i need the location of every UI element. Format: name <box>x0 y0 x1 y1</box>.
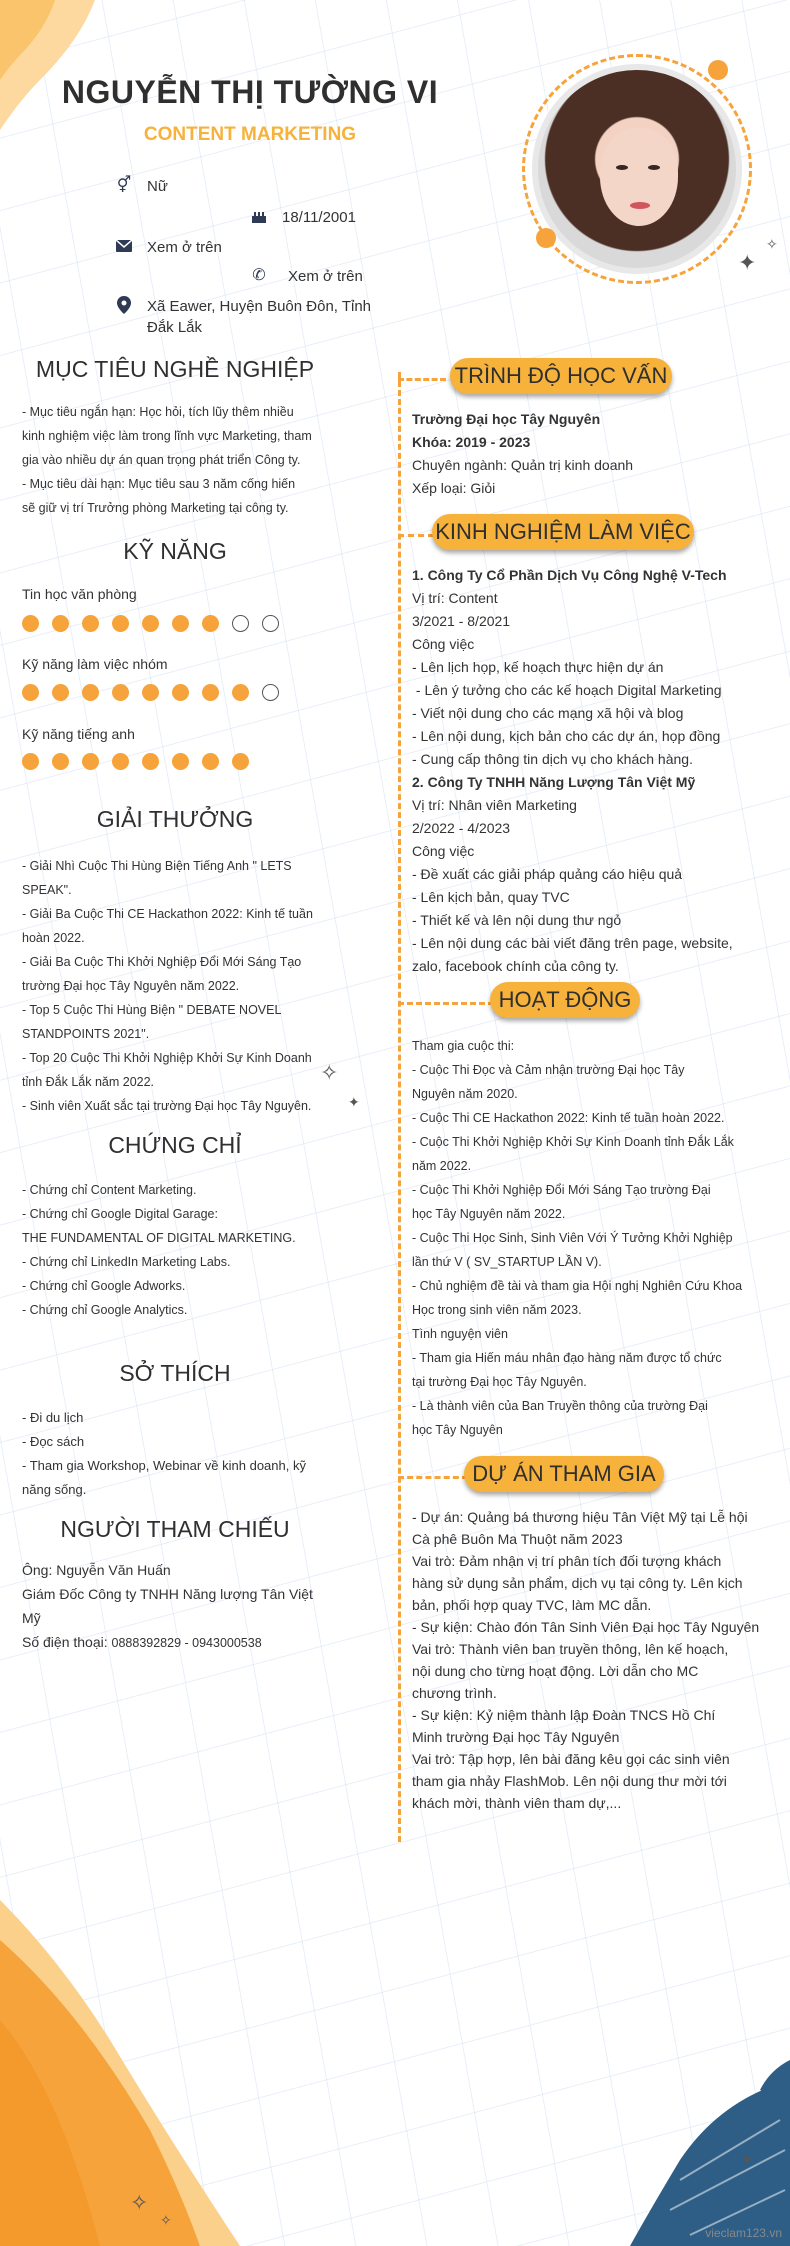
cake-icon <box>250 207 268 225</box>
skill-label: Kỹ năng tiếng anh <box>22 726 135 742</box>
sparkle-icon: ✧ <box>160 2212 172 2228</box>
skill-rating <box>22 753 249 770</box>
avatar-decoration-dot <box>536 228 556 248</box>
objective-title: MỤC TIÊU NGHỀ NGHIỆP <box>35 356 315 382</box>
skill-dot-filled <box>232 753 249 770</box>
skill-dot-filled <box>142 615 159 632</box>
envelope-icon <box>115 237 133 255</box>
skill-dot-filled <box>172 615 189 632</box>
candidate-name: NGUYỄN THỊ TƯỜNG VI <box>61 74 439 110</box>
education-text: Trường Đại học Tây Nguyên Khóa: 2019 - 2023 Chuyên ngành: Quản trị kinh doanh Xếp loại: Giỏi <box>412 411 634 496</box>
skill-dot-filled <box>22 753 39 770</box>
skill-label: Kỹ năng làm việc nhóm <box>22 656 168 672</box>
address-row <box>115 296 375 338</box>
timeline-connector <box>398 378 446 381</box>
corner-decoration-bottom-right <box>600 2060 790 2246</box>
timeline-connector <box>398 534 434 537</box>
sparkle-icon: ✧ <box>130 2190 149 2215</box>
gender-row <box>115 176 168 197</box>
skill-dot-filled <box>82 753 99 770</box>
education-title: TRÌNH ĐỘ HỌC VẤN <box>450 358 672 394</box>
sparkle-icon: ✦ <box>348 1094 360 1110</box>
birthday-row <box>250 207 356 228</box>
projects-text: - Dự án: Quảng bá thương hiệu Tân Việt Mỹ tại Lễ hội Cà phê Buôn Ma Thuột năm 2023 Vai trò: Đảm nhận vị trí phân tích đối tượng khách hàng sử dụng sản phẩm, dịch vụ tại công ty. Lên kịch bản, phối hợp quay TVC, làm MC dẫn. - Sự kiện: Chào đón Tân Sinh Viên Đại học Tây Nguyên Vai trò: Thành viên ban truyền thông, lên kế hoạch, nội dung cho từng hoạt động. Lời dẫn cho MC chương trình. - Sự kiện: Kỷ niệm thành lập Đoàn TNCS Hồ Chí Minh trường Đại học Tây Nguyên Vai trò: Tập hợp, lên bài đăng kêu gọi các sinh viên tham gia nhảy FlashMob. Lên nội dung thư mời tới khách mời, thành viên tham dự,... <box>412 1509 760 1811</box>
activities-text: Tham gia cuộc thi: - Cuộc Thi Đọc và Cảm nhận trường Đại học Tây Nguyên năm 2020. - Cuộc Thi CE Hackathon 2022: Kinh tế tuần hoàn 2022. - Cuộc Thi Khởi Nghiệp Khởi Sự Kinh Doanh tỉnh Đắk Lắk năm 2022. - Cuộc Thi Khởi Nghiệp Đổi Mới Sáng Tạo trường Đại học Tây Nguyên năm 2022. - Cuộc Thi Học Sinh, Sinh Viên Với Ý Tưởng Khởi Nghiệp lần thứ V ( SV_STARTUP LẦN V). - Chủ nghiệm đề tài và tham gia Hội nghị Nghiên Cứu Khoa Học trong sinh viên năm 2023. Tình nguyện viên - Tham gia Hiến máu nhân đạo hàng năm được tổ chức tại trường Đại học Tây Nguyên. - Là thành viên của Ban Truyền thông của trường Đại học Tây Nguyên <box>412 1039 743 1437</box>
candidate-role: CONTENT MARKETING <box>143 124 357 145</box>
watermark: vieclam123.vn <box>705 2226 782 2240</box>
activities-title: HOẠT ĐỘNG <box>490 982 640 1018</box>
experience-text: 1. Công Ty Cổ Phần Dịch Vụ Công Nghệ V-Tech Vị trí: Content 3/2021 - 8/2021 Công việc - Lên lịch họp, kế hoạch thực hiện dự án - Lên ý tưởng cho các kế hoạch Digital Marketing - Viết nội dung cho các mạng xã hội và blog - Lên nội dung, kịch bản cho các dự án, họp đồng - Cung cấp thông tin dịch vụ cho khách hàng. 2. Công Ty TNHH Năng Lượng Tân Việt Mỹ Vị trí: Nhân viên Marketing 2/2022 - 4/2023 Công việc - Đề xuất các giải pháp quảng cáo hiệu quả - Lên kịch bản, quay TVC - Thiết kế và lên nội dung thư ngỏ - Lên nội dung các bài viết đăng trên page, website, zalo, facebook chính của công ty. <box>412 567 733 974</box>
skill-dot-empty <box>262 684 279 701</box>
skill-dot-filled <box>142 684 159 701</box>
phone-value: Xem ở trên <box>288 268 363 285</box>
skill-dot-empty <box>232 615 249 632</box>
skill-dot-filled <box>172 753 189 770</box>
skill-dot-filled <box>202 753 219 770</box>
birthday-value: 18/11/2001 <box>282 209 356 226</box>
skill-dot-filled <box>112 615 129 632</box>
skill-dot-filled <box>22 684 39 701</box>
experience-title: KINH NGHIỆM LÀM VIỆC <box>432 514 694 550</box>
corner-decoration-top-left <box>0 0 120 140</box>
skill-dot-filled <box>52 684 69 701</box>
gender-value: Nữ <box>147 178 168 195</box>
skill-dot-filled <box>202 684 219 701</box>
skill-dot-filled <box>22 615 39 632</box>
skill-dot-filled <box>112 684 129 701</box>
skill-dot-filled <box>202 615 219 632</box>
awards-title: GIẢI THƯỞNG <box>96 806 254 832</box>
certificates-text: - Chứng chỉ Content Marketing. - Chứng chỉ Google Digital Garage: THE FUNDAMENTAL OF DIGITAL MARKETING. - Chứng chỉ LinkedIn Marketing Labs. - Chứng chỉ Google Adworks. - Chứng chỉ Google Analytics. <box>22 1183 296 1317</box>
skill-dot-filled <box>82 615 99 632</box>
skill-dot-filled <box>172 684 189 701</box>
skill-dot-filled <box>142 753 159 770</box>
skills-title: KỸ NĂNG <box>123 538 227 564</box>
sparkle-icon: ✧ <box>766 236 778 252</box>
reference-title: NGƯỜI THAM CHIẾU <box>60 1516 290 1542</box>
skill-label: Tin học văn phòng <box>22 586 137 602</box>
avatar <box>532 64 742 274</box>
email-row <box>115 237 222 258</box>
reference-text: Ông: Nguyễn Văn Huấn Giám Đốc Công ty TNHH Năng lượng Tân Việt Mỹ Số điện thoại: 0888392829 - 0943000538 <box>22 1562 313 1650</box>
skill-dot-filled <box>52 615 69 632</box>
phone-icon: ✆ <box>252 267 266 284</box>
phone-row <box>250 266 363 287</box>
timeline-line <box>398 372 401 1842</box>
sparkle-icon: ✦ <box>738 250 757 275</box>
skill-rating <box>22 684 279 701</box>
timeline-connector <box>398 1476 468 1479</box>
sparkle-icon: ✦ <box>740 2152 754 2169</box>
email-value: Xem ở trên <box>147 239 222 256</box>
gender-icon: ⚥ <box>116 177 132 194</box>
hobbies-text: - Đi du lịch - Đọc sách - Tham gia Workshop, Webinar về kinh doanh, kỹ năng sống. <box>22 1410 306 1497</box>
projects-title: DỰ ÁN THAM GIA <box>464 1456 664 1492</box>
skill-dot-filled <box>82 684 99 701</box>
skill-dot-filled <box>232 684 249 701</box>
hobbies-title: SỞ THÍCH <box>119 1360 231 1386</box>
skill-dot-filled <box>52 753 69 770</box>
objective-text: - Mục tiêu ngắn hạn: Học hỏi, tích lũy thêm nhiều kinh nghiệm việc làm trong lĩnh vực Marketing, tham gia vào nhiều dự án quan trọng phát triển Công ty. - Mục tiêu dài hạn: Mục tiêu sau 3 năm cống hiến sẽ giữ vị trí Trưởng phòng Marketing tại công ty. <box>22 405 312 515</box>
address-value: Xã Eawer, Huyện Buôn Đôn, Tỉnh Đắk Lắk <box>147 298 372 336</box>
skill-dot-filled <box>112 753 129 770</box>
sparkle-icon: ✧ <box>320 1060 339 1085</box>
map-pin-icon <box>115 296 133 314</box>
awards-text: - Giải Nhì Cuộc Thi Hùng Biện Tiếng Anh " LETS SPEAK". - Giải Ba Cuộc Thi CE Hackathon 2022: Kinh tế tuần hoàn 2022. - Giải Ba Cuộc Thi Khởi Nghiệp Đổi Mới Sáng Tạo trường Đại học Tây Nguyên năm 2022. - Top 5 Cuộc Thi Hùng Biện " DEBATE NOVEL STANDPOINTS 2021". - Top 20 Cuộc Thi Khởi Nghiệp Khởi Sự Kinh Doanh tỉnh Đắk Lắk năm 2022. - Sinh viên Xuất sắc tại trường Đại học Tây Nguyên. <box>22 859 313 1113</box>
certificates-title: CHỨNG CHỈ <box>108 1132 242 1158</box>
timeline-connector <box>398 1002 494 1005</box>
skill-rating <box>22 615 279 632</box>
skill-dot-empty <box>262 615 279 632</box>
avatar-decoration-dot <box>708 60 728 80</box>
